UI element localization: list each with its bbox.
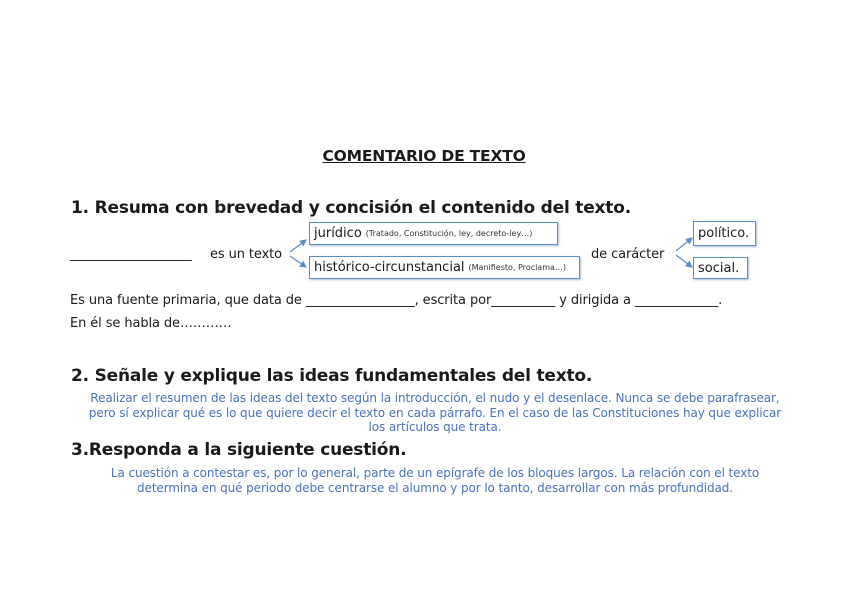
box-historico (309, 256, 580, 279)
juridico-label: jurídico (314, 226, 362, 241)
section3-heading: 3.Responda a la siguiente cuestión. (71, 440, 407, 460)
box-social (693, 257, 748, 279)
es-un-texto-label: es un texto (210, 247, 283, 262)
historico-examples: (Manifiesto, Proclama…) (468, 263, 567, 272)
de-caracter-label: de carácter (591, 247, 665, 262)
box-politico (693, 221, 756, 246)
section2-note-line: Realizar el resumen de las ideas del texto según la introducción, el nudo y el desenlace. Nunca se debe parafrasear, (90, 391, 780, 405)
arrow-to-politico (676, 238, 692, 251)
arrow-to-social (676, 255, 692, 267)
historico-label: histórico-circunstancial (314, 260, 465, 275)
section2-note-line: pero sí explicar qué es lo que quiere decir el texto en cada párrafo. En el caso de las Constituciones hay que explicar (88, 405, 782, 420)
blank-lead: ___________________ (70, 247, 192, 262)
juridico-examples: (Tratado, Constitución, ley, decreto-ley…) (365, 229, 533, 238)
arrow-to-juridico (290, 240, 306, 252)
section3-note-line: determina en qué periodo debe centrarse el alumno y por lo tanto, desarrollar con más profundidad. (137, 480, 733, 495)
box-juridico (309, 222, 558, 245)
fuente-line: Es una fuente primaria, que data de _________________, escrita por__________ y dirigida a _____________. (70, 293, 723, 308)
section2-note-line: los artículos que trata. (368, 420, 502, 434)
arrow-to-historico (290, 256, 306, 267)
section2-note (60, 391, 810, 435)
habla-line: En él se habla de………… (70, 316, 232, 331)
page-title: COMENTARIO DE TEXTO (322, 147, 526, 165)
section3-note-line: La cuestión a contestar es, por lo general, parte de un epígrafe de los bloques largos. La relación con el texto (110, 466, 760, 480)
section2-heading: 2. Señale y explique las ideas fundamentales del texto. (71, 366, 593, 386)
section1-heading: 1. Resuma con brevedad y concisión el contenido del texto. (71, 198, 631, 218)
section3-note (60, 466, 810, 495)
social-label: social. (698, 260, 740, 276)
politico-label: político. (698, 226, 750, 241)
